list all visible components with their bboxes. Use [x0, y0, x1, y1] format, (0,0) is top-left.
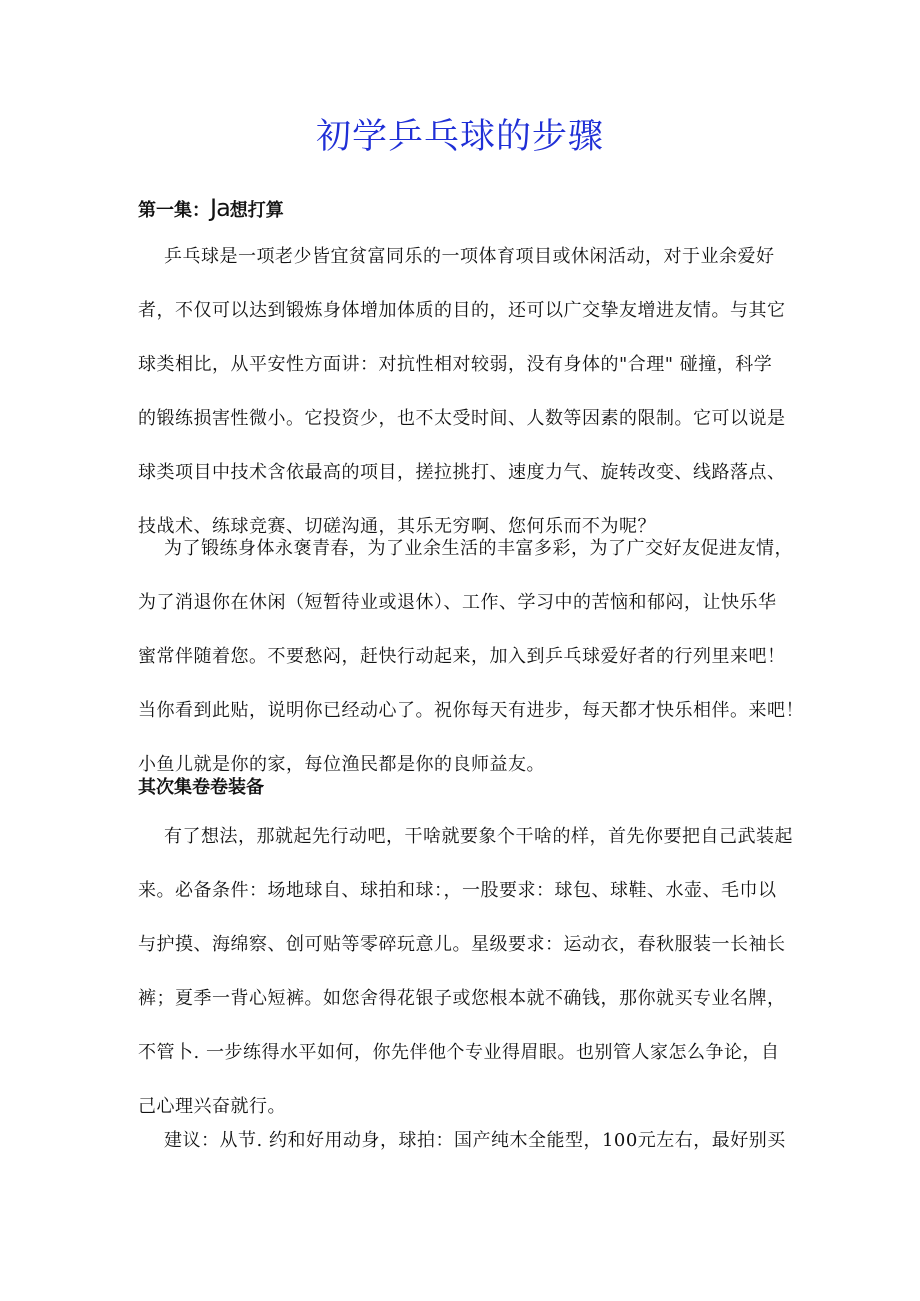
paragraph-2 [138, 522, 804, 792]
paragraph-3-line: 己心理兴奋就行。 [138, 1096, 286, 1117]
paragraph-3-line: 裤；夏季一背心短裤。如您舍得花银子或您根本就不确钱，那你就买专业名牌， [138, 988, 786, 1009]
paragraph-3-line: 不管卜. 一步练得水平如何，你先伴他个专业得眉眼。也别管人家怎么争论，自 [138, 1042, 780, 1063]
paragraph-1-line: 球类项目中技术含依最高的项目，搓拉挑打、速度力气、旋转改变、线路落点、 [138, 462, 786, 483]
paragraph-2-line: 为了锻练身体永褒青春，为了业余生活的丰富多彩，为了广交好友促进友情， [164, 538, 793, 559]
paragraph-2-line: 为了消退你在休闲（短暂待业或退休）、工作、学习中的苦恼和郁闷，让快乐华 [138, 592, 777, 613]
paragraph-4 [138, 1114, 798, 1168]
paragraph-1 [138, 230, 798, 554]
paragraph-2-line: 蜜常伴随着您。不要愁闷，赶快行动起来，加入到乒乓球爱好者的行列里来吧！ [138, 646, 786, 667]
paragraph-3 [138, 810, 798, 1134]
paragraph-2-line: 当你看到此贴，说明你已经动心了。祝你每天有进步，每天都才快乐相伴。来吧！ [138, 700, 804, 721]
paragraph-3-line: 来。必备条件：场地球自、球拍和球：，一股要求：球包、球鞋、水壶、毛巾以 [138, 880, 777, 901]
paragraph-1-line: 的锻练损害性微小。它投资少，也不太受时间、人数等因素的限制。它可以说是 [138, 408, 786, 429]
paragraph-3-line: 与护摸、海绵察、创可贴等零碎玩意儿。星级要求：运动衣，春秋服装一长袖长 [138, 934, 786, 955]
section-heading-1-suffix: 想打算 [229, 200, 284, 221]
document-title: 初学乒乓球的步骤 [315, 117, 604, 157]
section-heading-1-latin: Ja [210, 194, 230, 222]
section-heading-1 [138, 196, 284, 223]
paragraph-1-line: 乒乓球是一项老少皆宜贫富同乐的一项体育项目或休闲活动，对于业余爱好 [164, 246, 775, 267]
paragraph-1-line: 者，不仅可以达到锻炼身体增加体质的目的，还可以广交挚友增进友情。与其它 [138, 300, 786, 321]
paragraph-1-line: 球类相比，从平安性方面讲：对抗性相对较弱，没有身体的"合理" 碰撞，科学 [138, 354, 773, 375]
paragraph-3-line: 有了想法，那就起先行动吧，干啥就要象个干啥的样，首先你要把自己武装起 [164, 826, 793, 847]
section-heading-2: 其次集卷卷装备 [138, 777, 264, 798]
paragraph-2-line: 小鱼儿就是你的家，每位渔民都是你的良师益友。 [138, 754, 545, 775]
section-heading-1-prefix: 第一集： [138, 200, 210, 221]
paragraph-1-line: 技战术、练球竞赛、切磋沟通，其乐无穷啊、您何乐而不为呢？ [138, 516, 656, 537]
paragraph-4-line: 建议：从节. 约和好用动身，球拍：国产纯木全能型，100元左右，最好别买 [164, 1130, 786, 1151]
